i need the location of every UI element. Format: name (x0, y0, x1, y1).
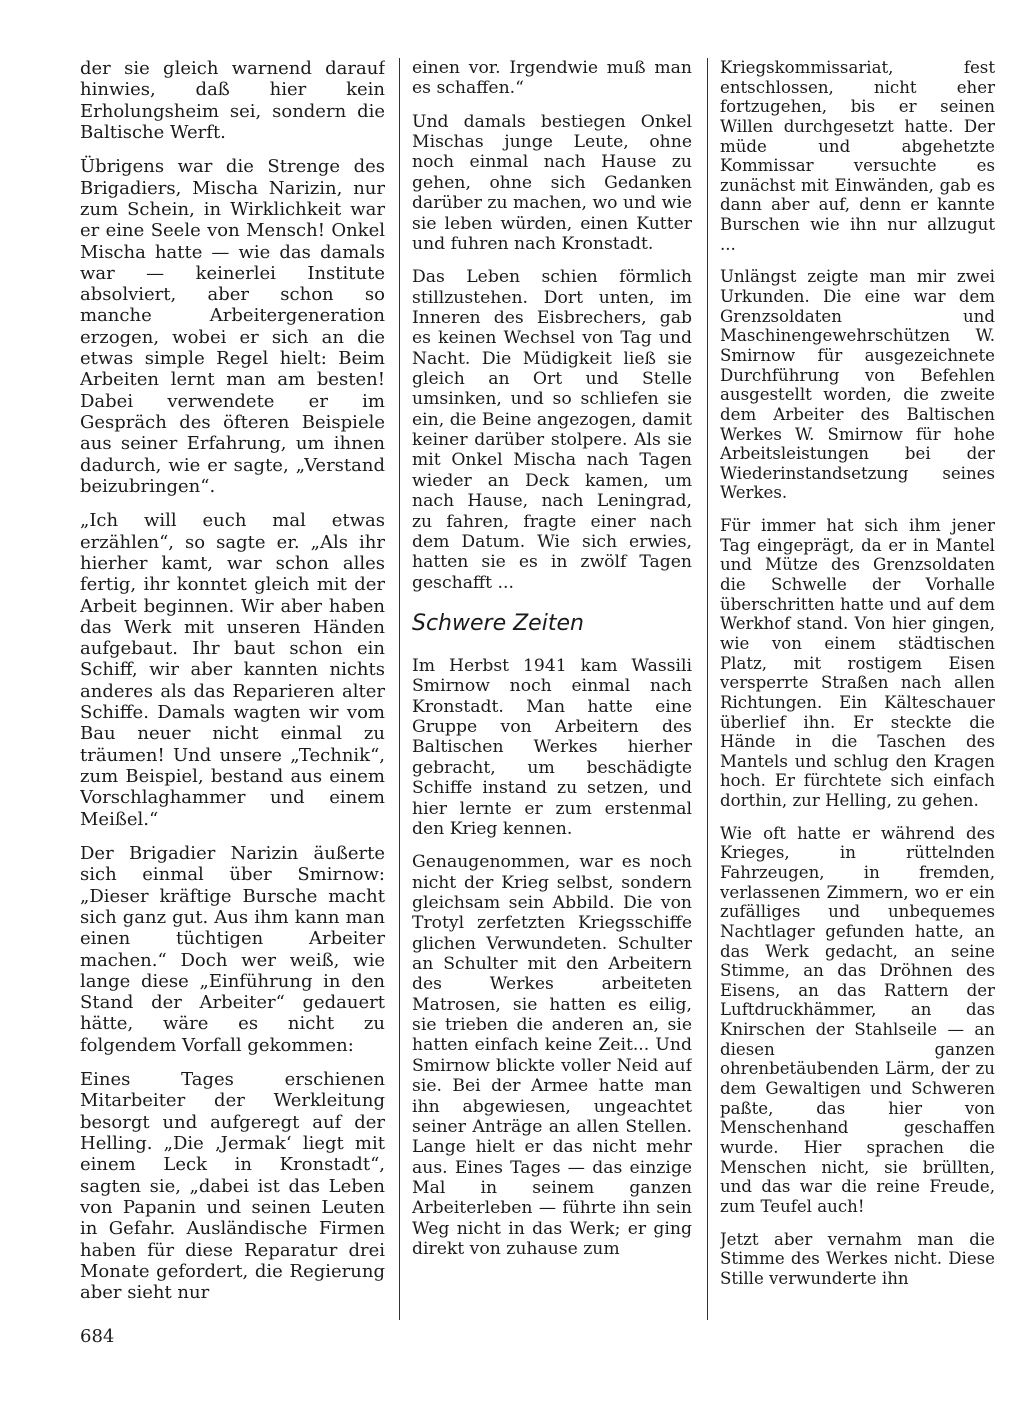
paragraph: Übrigens war die Strenge des Brigadiers, Mischa Narizin, nur zum Schein, in Wirklichkeit war er eine Seele von Mensch! Onkel Mischa hatte — wie das damals war — keinerlei Institute absolviert, aber schon so manche Arbeitergeneration erzogen, wobei er sich an die etwas simple Regel hielt: Beim Arbeiten lernt man am besten! Dabei verwendete er im Gespräch des öfteren Beispiele aus seiner Erfahrung, um ihnen dadurch, wie er sagte, „Verstand beizubringen“. (80, 156, 385, 497)
paragraph: Unlängst zeigte man mir zwei Urkunden. Die eine war dem Grenzsoldaten und Maschinengewehrschützen W. Smirnow für ausgezeichnete Durchführung von Befehlen ausgestellt worden, die zweite dem Arbeiter des Baltischen Werkes W. Smirnow für hohe Arbeitsleistungen bei der Wiederinstandsetzung seines Werkes. (720, 267, 995, 503)
paragraph: einen vor. Irgendwie muß man es schaffen.“ (412, 58, 692, 99)
paragraph: Im Herbst 1941 kam Wassili Smirnow noch einmal nach Kronstadt. Man hatte eine Gruppe von Arbeitern des Baltischen Werkes hierher gebracht, um beschädigte Schiffe instand zu setzen, und hier lernte er zum erstenmal den Krieg kennen. (412, 655, 692, 839)
paragraph: Für immer hat sich ihm jener Tag eingeprägt, da er in Mantel und Mütze des Grenzsoldaten die Schwelle der Vorhalle überschritten hatte und auf dem Werkhof stand. Von hier gingen, wie von einem städtischen Platz, mit rostigem Eisen versperrte Straßen nach allen Richtungen. Ein Kälteschauer überlief ihn. Er steckte die Hände in die Taschen des Mantels und schlug den Kragen hoch. Er fürchtete sich einfach dorthin, zur Helling, zu gehen. (720, 516, 995, 811)
column-divider (707, 58, 708, 1320)
paragraph: Jetzt aber vernahm man die Stimme des Werkes nicht. Diese Stille verwunderte ihn (720, 1229, 995, 1288)
paragraph: Der Brigadier Narizin äußerte sich einmal über Smirnow: „Dieser kräftige Bursche macht sich ganz gut. Aus ihm kann man einen tüchtigen Arbeiter machen.“ Doch wer weiß, wie lange diese „Einführung in den Stand der Arbeiter“ gedauert hätte, wäre es nicht zu folgendem Vorfall gekommen: (80, 842, 385, 1056)
paragraph: Genaugenommen, war es noch nicht der Krieg selbst, sondern gleichsam sein Abbild. Die von Trotyl zerfetzten Kriegsschiffe glichen Verwundeten. Schulter an Schulter mit den Arbeitern des Werkes arbeiteten Matrosen, sie hatten es eilig, sie trieben die anderen an, sie hatten einfach keine Zeit... Und Smirnow blickte voller Neid auf sie. Bei der Armee hatte man ihn abgewiesen, ungeachtet seiner Anträge an allen Stellen. Lange hielt er das nicht mehr aus. Eines Tages — das einzige Mal in seinem ganzen Arbeiterleben — führte ihn sein Weg nicht in das Werk; er ging direkt von zuhause zum (412, 852, 692, 1260)
column-2 (412, 58, 692, 1320)
paragraph: „Ich will euch mal etwas erzählen“, so sagte er. „Als ihr hierher kamt, war schon alles fertig, ihr konntet gleich mit der Arbeit beginnen. Wir aber haben das Werk mit unseren Händen aufgebaut. Ihr baut schon ein Schiff, wir aber kannten nichts anderes als das Reparieren alter Schiffe. Damals wagten wir vom Bau neuer nicht einmal zu träumen! Und unsere „Technik“, zum Beispiel, bestand aus einem Vorschlaghammer und einem Meißel.“ (80, 510, 385, 830)
section-heading: Schwere Zeiten (412, 610, 584, 636)
paragraph: Und damals bestiegen Onkel Mischas junge Leute, ohne noch einmal nach Hause zu gehen, ohne sich Gedanken darüber zu machen, wo und wie sie leben würden, einen Kutter und fuhren nach Kronstadt. (412, 111, 692, 254)
column-3 (720, 58, 995, 1320)
paragraph: Eines Tages erschienen Mitarbeiter der Werkleitung besorgt und aufgeregt auf der Helling. „Die ‚Jermak‘ liegt mit einem Leck in Kronstadt“, sagten sie, „dabei ist das Leben von Papanin und seinen Leuten in Gefahr. Ausländische Firmen haben für diese Reparatur drei Monate gefordert, die Regierung aber sieht nur (80, 1069, 385, 1304)
paragraph: Wie oft hatte er während des Krieges, in rüttelnden Fahrzeugen, in fremden, verlassenen Zimmern, wo er ein zufälliges und unbequemes Nachtlager gefunden hatte, an das Werk gedacht, an seine Stimme, an das Dröhnen des Eisens, an das Rattern der Luftdruckhämmer, an das Knirschen der Stahlseile — an diesen ganzen ohrenbetäubenden Lärm, der zu dem Gewaltigen und Schweren paßte, das hier von Menschenhand geschaffen wurde. Hier sprachen die Menschen nicht, sie brüllten, und das war die reine Freude, zum Teufel auch! (720, 823, 995, 1216)
paragraph: Das Leben schien förmlich stillzustehen. Dort unten, im Inneren des Eisbrechers, gab es keinen Wechsel von Tag und Nacht. Die Müdigkeit ließ sie gleich an Ort und Stelle umsinken, und so schliefen sie ein, die Beine angezogen, damit keiner darüber stolpere. Als sie mit Onkel Mischa nach Tagen wieder an Deck kamen, um nach Hause, nach Leningrad, zu fahren, fragte einer nach dem Datum. Wie sich erwies, hatten sie es in zwölf Tagen geschafft ... (412, 267, 692, 593)
paragraph: der sie gleich warnend darauf hinwies, daß hier kein Erholungsheim sei, sondern die Baltische Werft. (80, 58, 385, 143)
paragraph: Kriegskommissariat, fest entschlossen, nicht eher fortzugehen, bis er seinen Willen durchgesetzt hatte. Der müde und abgehetzte Kommissar versuchte es zunächst mit Einwänden, gab es dann aber auf, denn er kannte Burschen wie ihn nur allzugut ... (720, 58, 995, 254)
page-number: 684 (80, 1326, 115, 1347)
column-1 (80, 58, 385, 1320)
column-divider (399, 58, 400, 1320)
